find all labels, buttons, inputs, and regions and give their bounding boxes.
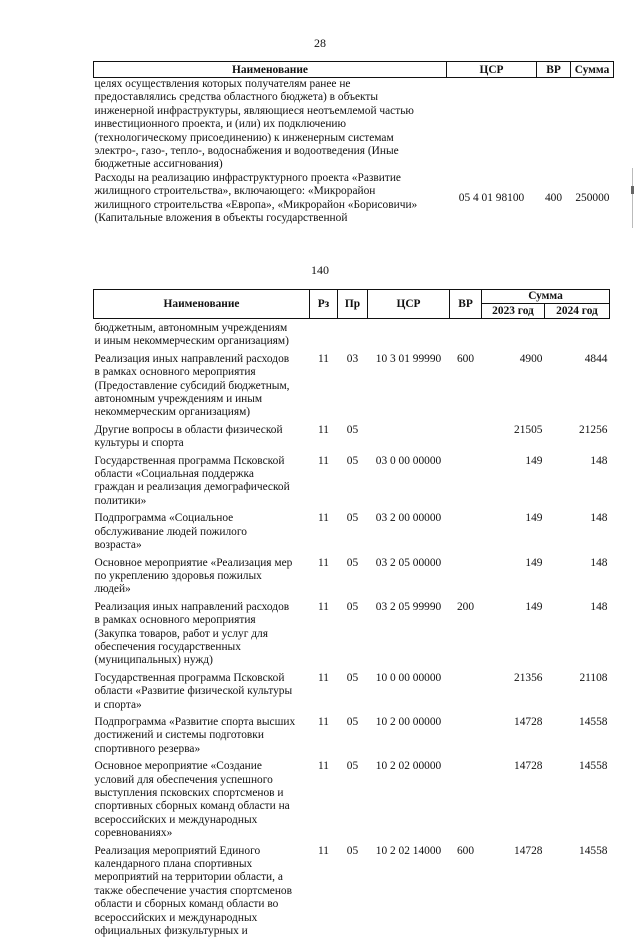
header-sum: Сумма [482,290,610,304]
row-csr: 03 0 00 00000 [375,454,442,467]
top-budget-table [93,61,614,225]
row-pr: 03 [346,352,359,365]
row-pr: 05 [346,512,359,525]
row-rz: 11 [318,556,329,569]
row-vr [450,508,482,552]
row-name: Основное мероприятие «Реализация мер по укреплению здоровья пожилых людей» [94,556,293,596]
row-rz: 11 [318,352,329,365]
row-name: Подпрограмма «Социальное обслуживание людей пожилого возраста» [94,512,247,552]
row-rz: 11 [318,671,329,684]
row-vr: 600 [456,352,475,365]
row-vr [450,420,482,451]
row-pr: 05 [346,671,359,684]
row-csr: 10 3 01 99990 [375,352,442,365]
table-row [94,172,614,226]
row-name: Подпрограмма «Развитие спорта высших достижений и системы подготовки спортивного резерва» [94,715,296,755]
row-name: целях осуществления которых получателям ранее не предоставлялись средства областного бюджета) в объекты инженерной инфраструктуры, являющиеся неотъемлемой частью инвестиционного проекта, и (или) их подключению (технологическому присоединению) к инженерным системам электро-, газо-, тепло-, водоснабжения и водоотведения (Иные бюджетные ассигнования) [94,78,414,171]
row-csr: 10 2 00 00000 [375,715,442,728]
table-row [94,841,610,938]
row-sum-2023: 14728 [514,715,543,728]
row-rz: 11 [318,760,329,773]
header-csr: ЦСР [447,62,537,78]
scan-edge-line [632,168,636,228]
table-row [94,597,610,668]
row-name: Реализация иных направлений расходов в рамках основного мероприятия (Предоставление субсидий бюджетным, автономным учреждениям и иным некоммерческим организациям) [94,352,290,419]
row-sum-2024: 148 [590,600,608,613]
row-csr: 10 2 02 14000 [375,844,442,857]
table-row [94,319,610,349]
row-rz: 11 [318,844,329,857]
row-vr: 600 [456,844,475,857]
row-sum-2024: 14558 [579,760,608,773]
table-row [94,756,610,840]
row-sum-2023: 149 [525,600,543,613]
row-sum-2023: 21505 [514,423,543,436]
row-sum-2023: 149 [525,512,543,525]
page-number-mid: 140 [311,263,329,277]
row-vr [450,756,482,840]
row-rz: 11 [318,512,329,525]
row-csr: 10 0 00 00000 [375,671,442,684]
row-sum-2024: 4844 [584,352,608,365]
row-sum: 250000 [575,191,610,204]
row-name: Государственная программа Псковской области «Социальная поддержка граждан и реализация демографической политики» [94,454,290,507]
header-name: Наименование [94,62,447,78]
header-sum: Сумма [571,62,614,78]
row-pr: 05 [346,454,359,467]
header-csr: ЦСР [368,290,450,319]
row-vr: 400 [544,191,563,204]
row-csr: 05 4 01 98100 [458,191,525,204]
row-pr: 05 [346,760,359,773]
row-name: Реализация мероприятий Единого календарного плана спортивных мероприятий на территории области, а также обеспечение участия спортсменов области и сборных команд области во всероссийских и международных официальных физкультурных и [94,844,293,938]
row-pr: 05 [346,844,359,857]
row-vr [450,712,482,756]
main-budget-table [93,289,610,938]
table-row [94,420,610,451]
row-pr: 05 [346,556,359,569]
row-csr: 03 2 00 00000 [375,512,442,525]
table-row [94,668,610,712]
row-csr: 03 2 05 99990 [375,600,442,613]
row-name: Государственная программа Псковской области «Развитие физической культуры и спорта» [94,671,293,711]
row-vr [450,668,482,712]
row-sum-2024: 148 [590,556,608,569]
table-row [94,349,610,420]
row-rz: 11 [318,715,329,728]
header-2023: 2023 год [482,304,545,319]
row-name: Основное мероприятие «Создание условий для обеспечения успешного выступления псковских спортсменов и спортивных сборных команд области на всероссийских и международных соревнованиях» [94,760,290,840]
row-vr [450,451,482,509]
table-row [94,553,610,597]
row-sum-2023: 149 [525,454,543,467]
row-rz: 11 [318,600,329,613]
row-pr: 05 [346,715,359,728]
row-rz: 11 [318,423,329,436]
header-name: Наименование [94,290,310,319]
header-rz: Рз [310,290,338,319]
row-sum-2023: 149 [525,556,543,569]
row-csr: 03 2 05 00000 [375,556,442,569]
row-sum-2024: 148 [590,512,608,525]
row-sum-2024: 14558 [579,844,608,857]
header-vr: ВР [450,290,482,319]
row-vr: 200 [456,600,475,613]
row-name: Реализация иных направлений расходов в рамках основного мероприятия (Закупка товаров, работ и услуг для обеспечения государственных (муниципальных) нужд) [94,600,290,667]
row-rz: 11 [318,454,329,467]
table-row [94,508,610,552]
page-number-top: 28 [314,36,326,50]
row-sum-2023: 14728 [514,844,543,857]
row-sum-2024: 14558 [579,715,608,728]
header-2024: 2024 год [545,304,610,319]
row-pr: 05 [346,423,359,436]
header-vr: ВР [537,62,571,78]
row-csr: 10 2 02 00000 [375,760,442,773]
table-row [94,78,614,172]
row-sum-2023: 21356 [514,671,543,684]
row-name: Другие вопросы в области физической культуры и спорта [94,423,283,450]
row-sum-2023: 14728 [514,760,543,773]
row-name: бюджетным, автономным учреждениям и иным некоммерческим организациям) [94,322,289,348]
table-row [94,451,610,509]
row-csr [368,420,450,451]
header-pr: Пр [338,290,368,319]
scan-edge-mark [631,186,634,194]
row-sum-2024: 21108 [579,671,608,684]
row-sum-2024: 148 [590,454,608,467]
row-sum-2023: 4900 [519,352,543,365]
row-pr: 05 [346,600,359,613]
table-row [94,712,610,756]
row-sum-2024: 21256 [579,423,608,436]
row-name: Расходы на реализацию инфраструктурного проекта «Развитие жилищного строительства», включающего: «Микрорайон жилищного строительства «Европа», «Микрорайон «Борисовичи» (Капитальные вложения в объекты государственной [94,171,418,225]
row-vr [450,553,482,597]
